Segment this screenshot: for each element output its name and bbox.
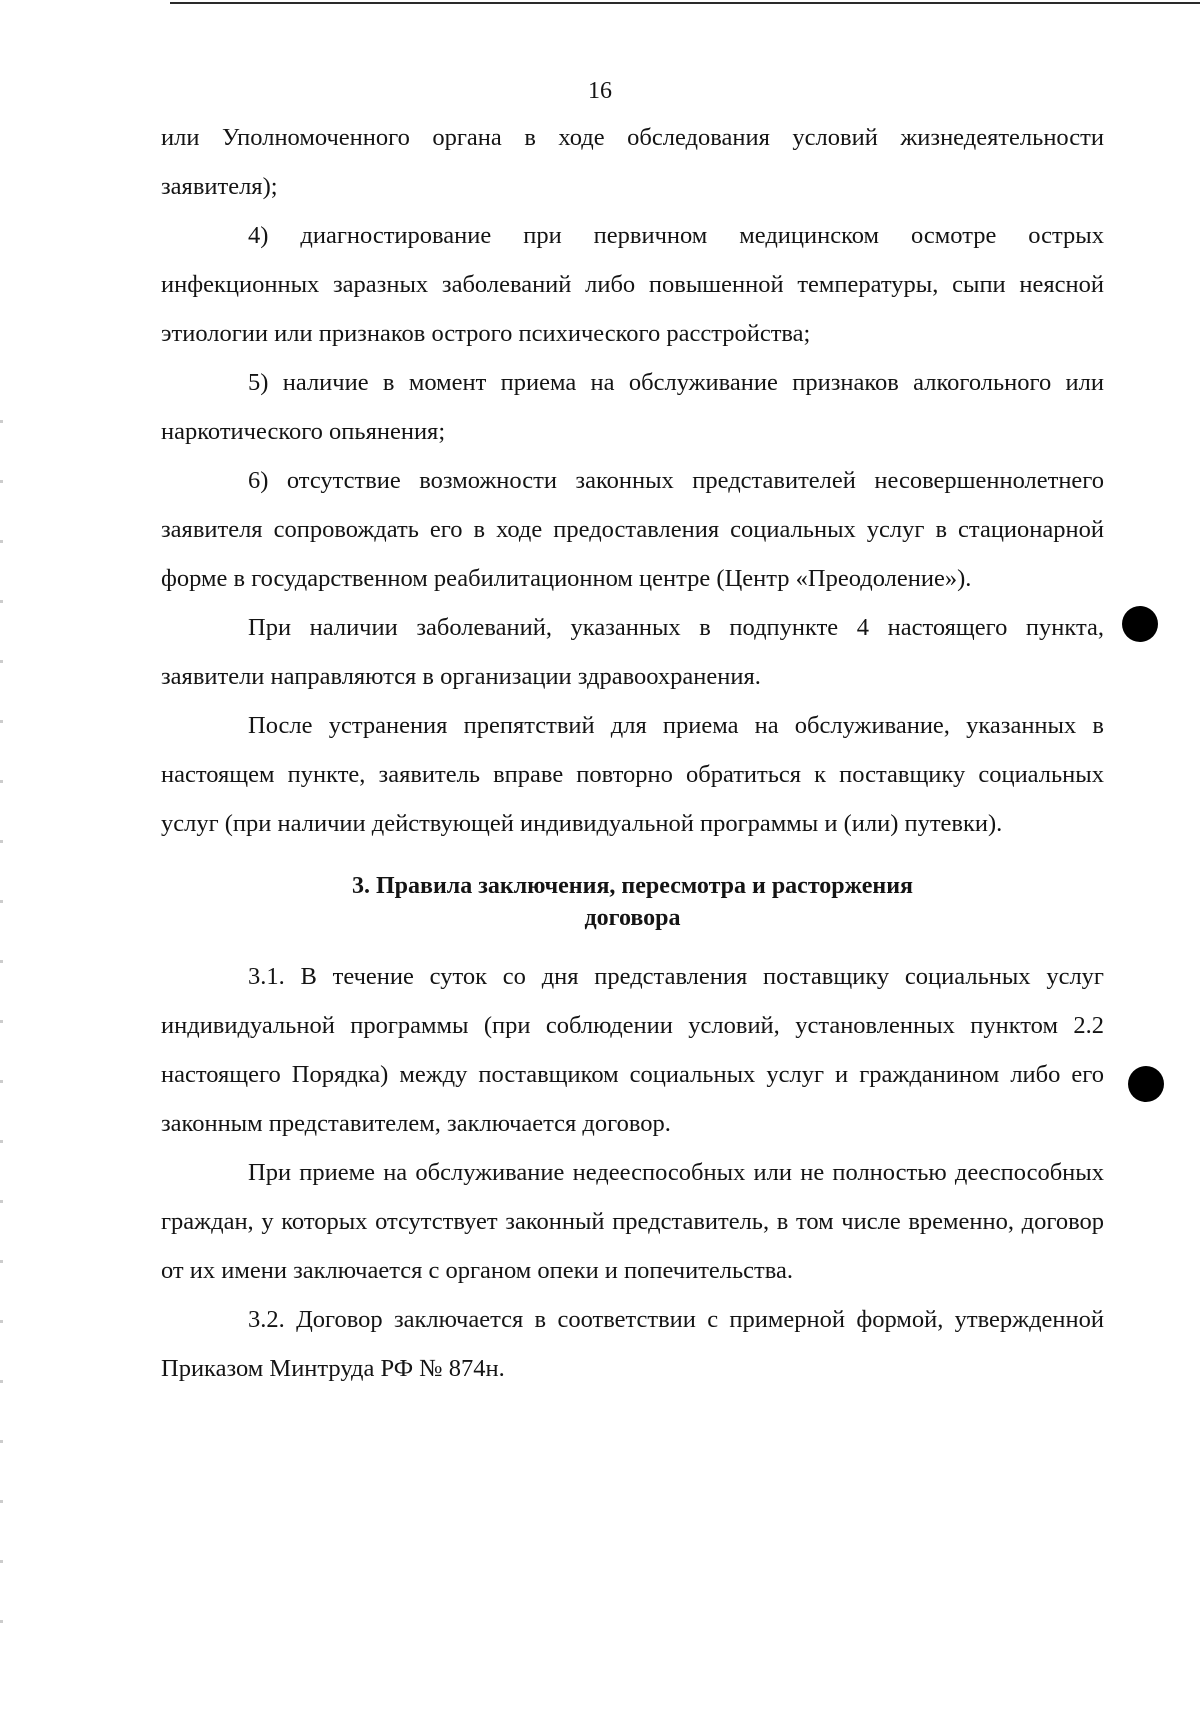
section-heading-line-1: 3. Правила заключения, пересмотра и расторжения <box>351 873 914 899</box>
paragraph-3-1: 3.1. В течение суток со дня представления поставщику социальных услуг индивидуальной программы (при соблюдении условий, установленных пунктом 2.2 настоящего Порядка) между поставщиком социальных услуг и гражданином либо его законным представителем, заключается договор. <box>161 963 1104 1137</box>
punch-hole-mark-upper <box>1122 606 1158 642</box>
section-heading <box>161 870 1104 934</box>
paragraph-incapable-citizens: При приеме на обслуживание недееспособных или не полностью дееспособных граждан, у которых отсутствует законный представитель, в том числе временно, договор от их имени заключается с органом опеки и попечительства. <box>161 1159 1104 1284</box>
scan-edge-marks <box>0 420 3 1670</box>
paragraph-3-2: 3.2. Договор заключается в соответствии с примерной формой, утвержденной Приказом Минтруда РФ № 874н. <box>161 1306 1104 1382</box>
document-body <box>161 113 1104 1393</box>
top-border-line <box>170 2 1200 4</box>
section-heading-line-2: договора <box>584 905 681 931</box>
paragraph-item-4: 4) диагностирование при первичном медицинском осмотре острых инфекционных заразных заболеваний либо повышенной температуры, сыпи неясной этиологии или признаков острого психического расстройства; <box>161 222 1104 347</box>
page-number: 16 <box>588 78 612 104</box>
paragraph-after-removal: После устранения препятствий для приема на обслуживание, указанных в настоящем пункте, заявитель вправе повторно обратиться к поставщику социальных услуг (при наличии действующей индивидуальной программы и (или) путевки). <box>161 712 1104 837</box>
paragraph-item-5: 5) наличие в момент приема на обслуживание признаков алкогольного или наркотического опьянения; <box>161 369 1104 445</box>
paragraph-item-6: 6) отсутствие возможности законных представителей несовершеннолетнего заявителя сопровождать его в ходе предоставления социальных услуг в стационарной форме в государственном реабилитационном центре (Центр «Преодоление»). <box>161 467 1104 592</box>
paragraph-diseases: При наличии заболеваний, указанных в подпункте 4 настоящего пункта, заявители направляются в организации здравоохранения. <box>161 614 1104 690</box>
paragraph-continuation: или Уполномоченного органа в ходе обследования условий жизнедеятельности заявителя); <box>161 124 1104 200</box>
punch-hole-mark-lower <box>1128 1066 1164 1102</box>
